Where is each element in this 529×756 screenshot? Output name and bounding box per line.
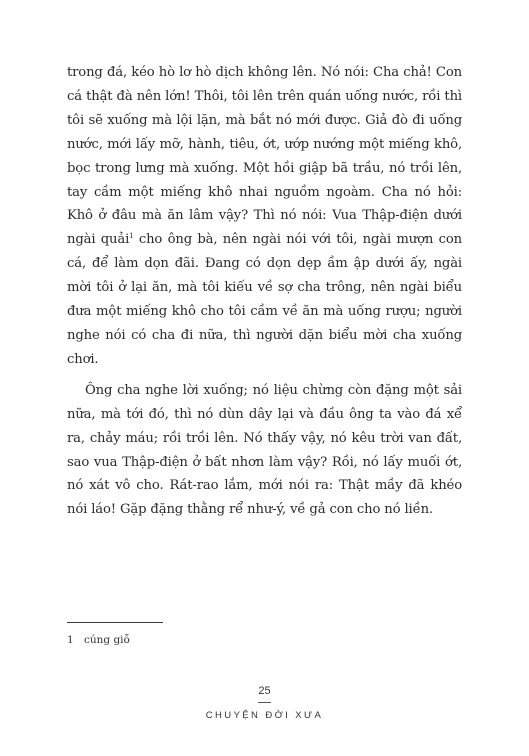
page-number-underline <box>258 702 271 703</box>
page-number: 25 <box>258 685 271 697</box>
paragraph-2: Ông cha nghe lời xuống; nó liệu chừng còn đặng một sải nữa, mà tới đó, thì nó dùn dây lại và đầu ông ta vào đá xể ra, chảy máu; rồi trồi lên. Nó thấy vậy, nó kêu trời van đất, sao vua Thập-điện ở bất nhơn làm vậy? Rồi, nó lấy muối ớt, nó xát vô cho. Rát-rao lắm, mới nói ra: Thật mầy đã khéo nói láo! Gặp đặng thằng rể như-ý, về gả con cho nó liền. <box>67 382 462 518</box>
body-text <box>67 61 462 522</box>
footnote-text: cúng giỗ <box>84 634 130 646</box>
footnote-number: 1 <box>67 634 74 646</box>
running-footer-title: CHUYỆN ĐỜI XƯA <box>205 710 324 721</box>
footnote-separator <box>67 622 163 623</box>
paragraph-1-text-continued: cho ông bà, nên ngài nói với tôi, ngài mượn con cá, để làm dọn đãi. Đang có dọn dẹp ầm ập dưới ấy, ngài mời tôi ở lại ăn, mà tôi kiếu về sợ cha trông, nên ngài biểu đưa một miếng khô cho tôi cầm về ăn mà uống rượu; người nghe nói có cha đi nữa, thì người dặn biểu mời cha xuống chơi. <box>67 232 462 367</box>
footnote <box>67 633 130 647</box>
paragraph-1-text: trong đá, kéo hò lơ hò dịch không lên. Nó nói: Cha chả! Con cá thật đà nên lớn! Thôi, tôi lên trên quán uống nước, rồi thì tôi sẽ xuống mà lội lặn, mà bắt nó mới được. Giả đò đi uống nước, mới lấy mỡ, hành, tiêu, ớt, ướp nướng một miếng khô, bọc trong lưng mà xuống. Một hồi giập bã trầu, nó trồi lên, tay cầm một miếng khô nhai nguồm ngoàm. Cha nó hỏi: Khô ở đâu mà ăn lâm vậy? Thì nó nói: Vua Thập-điện dưới ngài quải <box>67 65 462 248</box>
paragraph-1 <box>67 61 462 372</box>
footnote-reference: 1 <box>129 232 134 241</box>
